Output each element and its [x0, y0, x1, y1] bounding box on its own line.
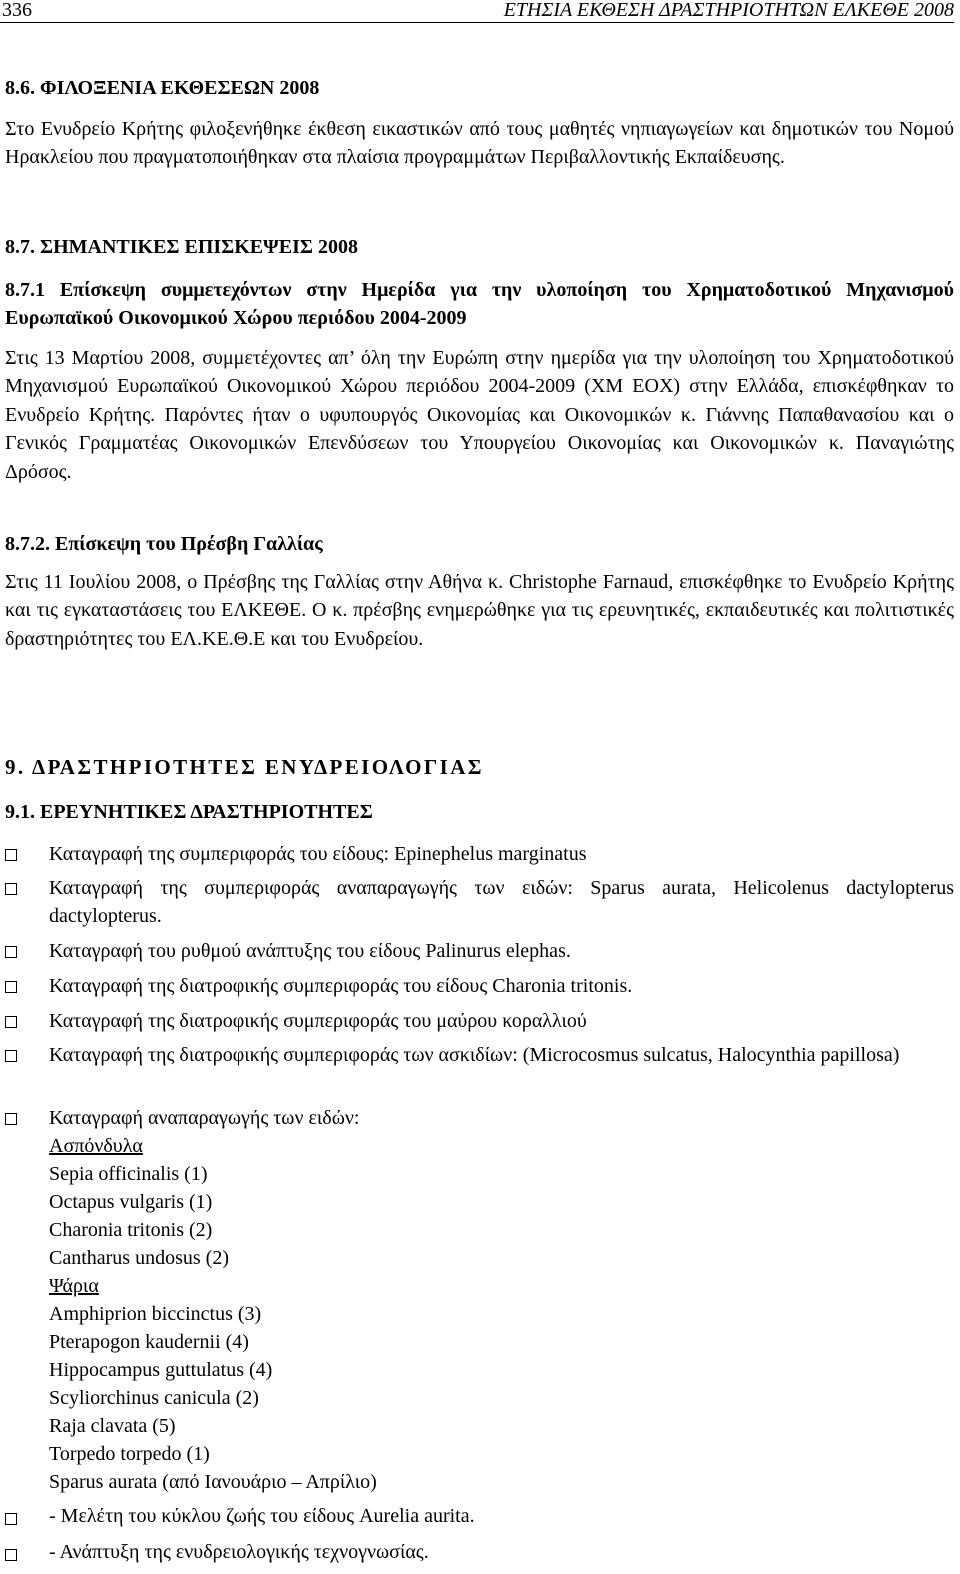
- species-item: Sparus aurata (από Ιανουάριο – Απρίλιο): [49, 1471, 377, 1493]
- list-item: Καταγραφή της διατροφικής συμπεριφοράς του μαύρου κοραλλιού: [49, 1010, 587, 1032]
- checkbox-icon: [5, 981, 17, 993]
- species-item: Scyliorchinus canicula (2): [49, 1387, 259, 1409]
- checkbox-icon: [5, 1050, 17, 1062]
- section-8-6-text: Στο Ενυδρείο Κρήτης φιλοξενήθηκε έκθεση εικαστικών από τους μαθητές νηπιαγωγείων και δημοτικών του Νομού Ηρακλείου που πραγματοποιήθηκαν στα πλαίσια προγραμμάτων Περιβαλλοντικής Εκπαίδευσης.: [5, 118, 954, 169]
- species-item: Amphiprion biccinctus (3): [49, 1303, 262, 1325]
- species-item: Torpedo torpedo (1): [49, 1443, 210, 1465]
- checkbox-icon: [5, 1113, 17, 1125]
- list-item: Καταγραφή αναπαραγωγής των ειδών:: [49, 1107, 360, 1129]
- species-item: Hippocampus guttulatus (4): [49, 1359, 273, 1381]
- running-title: ΕΤΗΣΙΑ ΕΚΘΕΣΗ ΔΡΑΣΤΗΡΙΟΤΗΤΩΝ ΕΛΚΕΘΕ 2008: [503, 0, 954, 21]
- section-8-7-2-heading: 8.7.2. Επίσκεψη του Πρέσβη Γαλλίας: [5, 533, 323, 555]
- section-9-heading: 9. ΔΡΑΣΤΗΡΙΟΤΗΤΕΣ ΕΝΥΔΡΕΙΟΛΟΓΙΑΣ: [5, 755, 484, 779]
- list-item: Καταγραφή της διατροφικής συμπεριφοράς του είδους Charonia tritonis.: [49, 975, 633, 997]
- list-item: Καταγραφή της διατροφικής συμπεριφοράς των ασκιδίων: (Microcosmus sulcatus, Halocynthia papillosa): [49, 1044, 900, 1066]
- species-item: Cantharus undosus (2): [49, 1247, 229, 1269]
- page-header: [0, 0, 954, 23]
- checkbox-icon: [5, 1513, 17, 1525]
- list-item: Καταγραφή της συμπεριφοράς του είδους: Epinephelus marginatus: [49, 843, 587, 865]
- section-8-7-1-heading: 8.7.1 Επίσκεψη συμμετεχόντων στην Ημερίδα για την υλοποίηση του Χρηματοδοτικού Μηχανισμού Ευρωπαϊκού Οικονομικού Χώρου περιόδου 2004-2009: [5, 279, 954, 330]
- section-8-6-heading: 8.6. ΦΙΛΟΞΕΝΙΑ ΕΚΘΕΣΕΩΝ 2008: [5, 77, 320, 99]
- species-item: Sepia officinalis (1): [49, 1163, 208, 1185]
- section-8-7-1-text: Στις 13 Μαρτίου 2008, συμμετέχοντες απ’ όλη την Ευρώπη στην ημερίδα για την υλοποίηση του Χρηματοδοτικού Μηχανισμού Ευρωπαϊκού Οικονομικού Χώρου περιόδου 2004-2009 (ΧΜ ΕΟΧ) στην Ελλάδα, επισκέφθηκαν το Ενυδρείο Κρήτης. Παρόντες ήταν ο υφυπουργός Οικονομίας και Οικονομικών κ. Γιάννης Παπαθανασίου και ο Γενικός Γραμματέας Οικονομικών Επενδύσεων του Υπουργείου Οικονομίας και Οικονομικών κ. Παναγιώτης Δρόσος.: [5, 347, 954, 483]
- section-8-7-heading: 8.7. ΣΗΜΑΝΤΙΚΕΣ ΕΠΙΣΚΕΨΕΙΣ 2008: [5, 236, 358, 258]
- fish-label: Ψάρια: [49, 1275, 99, 1297]
- species-item: Raja clavata (5): [49, 1415, 176, 1437]
- checkbox-icon: [5, 1016, 17, 1028]
- checkbox-icon: [5, 946, 17, 958]
- checkbox-icon: [5, 1549, 17, 1561]
- list-item: - Μελέτη του κύκλου ζωής του είδους Aurelia aurita.: [49, 1505, 475, 1527]
- checkbox-icon: [5, 849, 17, 861]
- list-item: - Ανάπτυξη της ενυδρειολογικής τεχνογνωσίας.: [49, 1541, 429, 1563]
- species-item: Pterapogon kaudernii (4): [49, 1331, 249, 1353]
- species-item: Octapus vulgaris (1): [49, 1191, 213, 1213]
- page-number: 336: [2, 0, 32, 21]
- species-item: Charonia tritonis (2): [49, 1219, 213, 1241]
- invertebrates-label: Ασπόνδυλα: [49, 1135, 143, 1157]
- section-8-7-2-text: Στις 11 Ιουλίου 2008, ο Πρέσβης της Γαλλίας στην Αθήνα κ. Christophe Farnaud, επισκέφθηκε το Ενυδρείο Κρήτης και τις εγκαταστάσεις του ΕΛΚΕΘΕ. Ο κ. πρέσβης ενημερώθηκε για τις ερευνητικές, εκπαιδευτικές και πολιτιστικές δραστηριότητες του ΕΛ.ΚΕ.Θ.Ε και του Ενυδρείου.: [5, 571, 954, 650]
- section-9-1-heading: 9.1. ΕΡΕΥΝΗΤΙΚΕΣ ΔΡΑΣΤΗΡΙΟΤΗΤΕΣ: [5, 801, 373, 823]
- list-item: Καταγραφή του ρυθμού ανάπτυξης του είδους Palinurus elephas.: [49, 940, 571, 962]
- list-item: Καταγραφή της συμπεριφοράς αναπαραγωγής των ειδών: Sparus aurata, Helicolenus dactylopterus dactylopterus.: [49, 877, 954, 927]
- checkbox-icon: [5, 883, 17, 895]
